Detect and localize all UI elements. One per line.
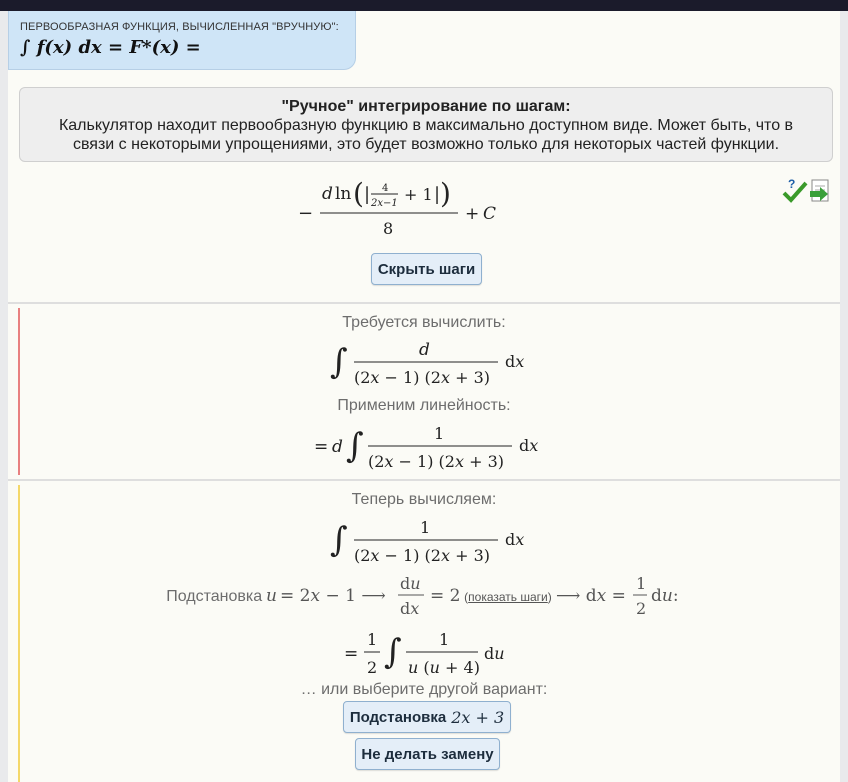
- svg-text:∫: ∫: [330, 520, 348, 560]
- integral-1: [330, 335, 530, 389]
- substitution-math-1: [266, 572, 464, 622]
- divider-1: [8, 302, 840, 304]
- integral-3: [330, 513, 530, 567]
- svg-text:1: 1: [439, 630, 450, 649]
- show-steps-link[interactable]: показать шаги: [468, 590, 548, 604]
- svg-text:∫: ∫: [330, 342, 348, 382]
- svg-text:4: 4: [382, 183, 389, 194]
- svg-text:(2x − 1) (2x + 3): (2x − 1) (2x + 3): [354, 368, 490, 387]
- svg-text:2x−1: 2x−1: [371, 198, 398, 209]
- svg-text:du: du: [400, 574, 421, 593]
- substitution-line: Подстановка u = 2x − 1 ⟶ du dx = 2 ( показать шаги ) ⟶ dx = 1 2 du:: [8, 572, 840, 622]
- svg-text:C: C: [483, 204, 497, 224]
- substitution-button-label: Подстановка: [349, 708, 447, 726]
- top-bar: [0, 0, 848, 11]
- svg-text:dx: dx: [400, 599, 420, 618]
- tab-caption: ПЕРВООБРАЗНАЯ ФУНКЦИЯ, ВЫЧИСЛЕННАЯ "ВРУЧНУЮ":: [20, 21, 339, 33]
- document-export-icon[interactable]: [810, 180, 828, 201]
- svg-text:du: du: [484, 644, 505, 663]
- integral-2: [314, 419, 546, 473]
- info-text: Калькулятор находит первообразную функцию в максимально доступном виде. Может быть, что в связи с некоторыми упрощениями, это будет возможно только для некоторых частей функции.: [58, 117, 794, 153]
- svg-text:= 2x − 1 ⟶: = 2x − 1 ⟶: [280, 586, 386, 606]
- svg-text:+ 1: + 1: [404, 185, 433, 204]
- svg-text:1: 1: [367, 630, 378, 649]
- svg-text:d: d: [322, 184, 333, 204]
- step-bar-red: [18, 308, 20, 475]
- info-box: [19, 87, 833, 162]
- svg-text:ln: ln: [335, 184, 352, 204]
- result-tab: [8, 11, 356, 70]
- svg-text:d: d: [332, 437, 343, 457]
- result-formula: [298, 177, 518, 239]
- substitution-2x3-button[interactable]: [343, 701, 511, 733]
- svg-text:−: −: [298, 203, 314, 224]
- svg-text:u (u + 4): u (u + 4): [408, 658, 480, 677]
- page: [8, 11, 840, 782]
- svg-text:du:: du:: [650, 586, 679, 606]
- svg-text:1: 1: [420, 518, 431, 537]
- step-bar-yellow: [18, 485, 20, 782]
- hide-steps-button[interactable]: Скрыть шаги: [371, 253, 482, 285]
- step-need-compute: Требуется вычислить:: [342, 314, 506, 331]
- svg-text:∫: ∫: [384, 632, 402, 672]
- check-icon[interactable]: [784, 177, 806, 200]
- tab-formula: ∫ f(x) dx = F*(x) =: [20, 37, 201, 58]
- svg-text:∫: ∫: [346, 426, 364, 466]
- svg-text:(2x − 1) (2x + 3): (2x − 1) (2x + 3): [354, 546, 490, 565]
- step-now-compute: Теперь вычисляем:: [351, 491, 497, 508]
- svg-text:= 2: = 2: [430, 586, 461, 606]
- step-apply-linearity: Применим линейность:: [337, 397, 511, 414]
- svg-text:|: |: [434, 184, 441, 205]
- svg-text:1: 1: [434, 424, 445, 443]
- divider-2: [8, 479, 840, 481]
- svg-text:dx: dx: [505, 352, 525, 371]
- svg-text:+: +: [465, 204, 480, 224]
- svg-text:): ): [440, 177, 451, 210]
- svg-text:dx: dx: [505, 530, 525, 549]
- integral-4: [344, 623, 524, 683]
- svg-text:dx: dx: [519, 436, 539, 455]
- svg-text:=: =: [344, 644, 359, 664]
- svg-text:d: d: [419, 340, 430, 360]
- info-title: "Ручное" интегрирование по шагам:: [281, 98, 571, 115]
- svg-text:⟶ dx =: ⟶ dx =: [555, 586, 626, 606]
- svg-text:?: ?: [788, 177, 796, 191]
- svg-text:=: =: [314, 437, 329, 457]
- svg-text:|: |: [364, 184, 371, 205]
- substitution-button-math: 2x + 3: [451, 707, 505, 727]
- no-substitution-button[interactable]: Не делать замену: [355, 738, 500, 770]
- substitution-math-2: [552, 572, 682, 622]
- svg-text:1: 1: [635, 574, 646, 593]
- svg-text:8: 8: [383, 219, 394, 238]
- svg-text:2: 2: [367, 658, 378, 677]
- result-icons: [782, 177, 834, 210]
- svg-text:2: 2: [635, 599, 646, 618]
- svg-text:(2x − 1) (2x + 3): (2x − 1) (2x + 3): [368, 452, 504, 471]
- svg-text:u: u: [266, 586, 278, 606]
- or-choose-text: … или выберите другой вариант:: [300, 681, 548, 698]
- svg-text:(: (: [353, 177, 364, 210]
- substitution-label: Подстановка: [166, 588, 263, 605]
